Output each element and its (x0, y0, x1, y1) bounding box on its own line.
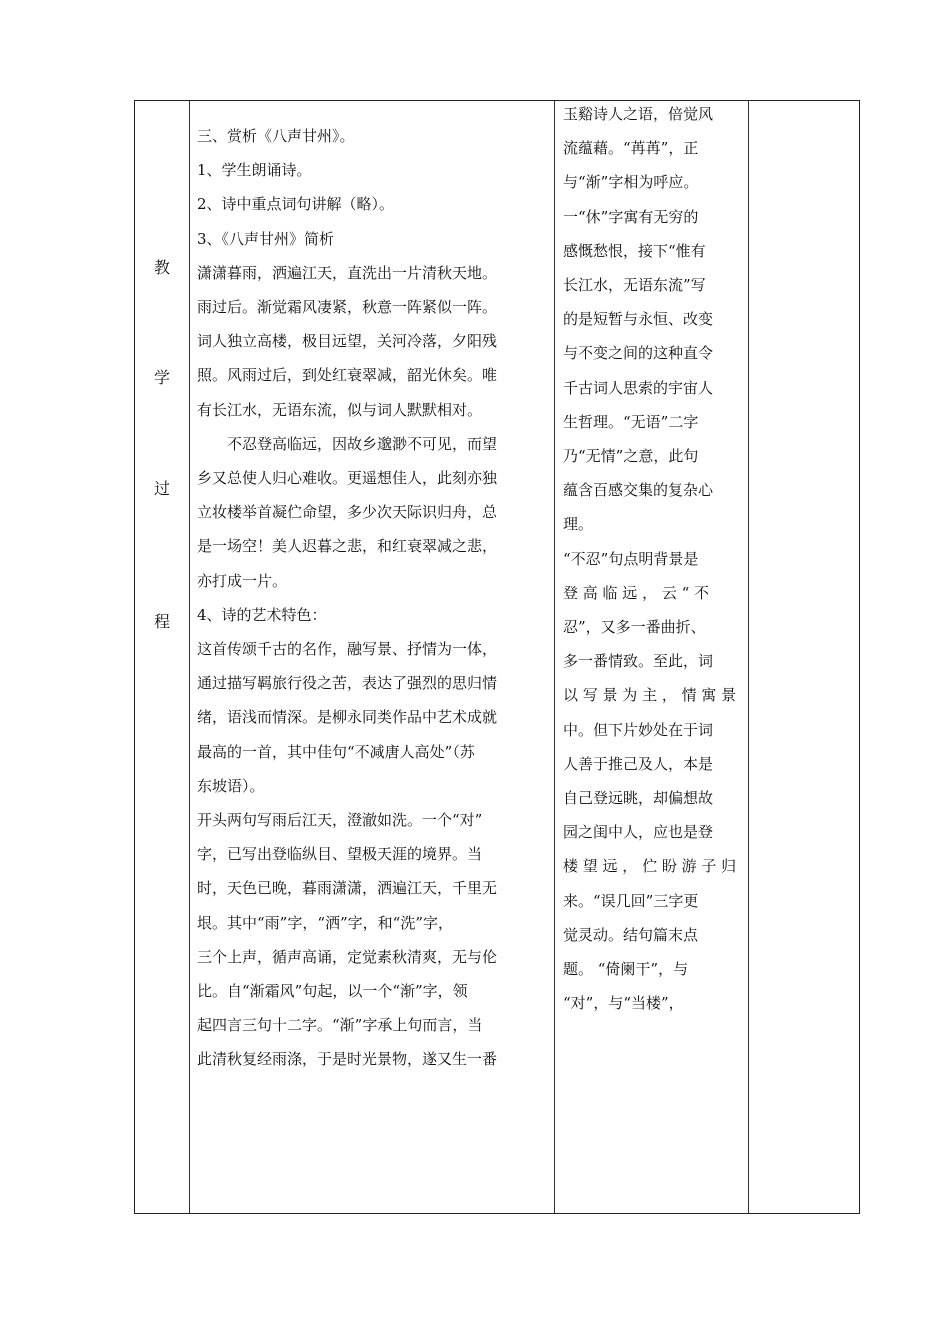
text-line: 起四言三句十二字。“渐”字承上句而言，当 (197, 1016, 483, 1035)
note-line: 长江水，无语东流”写 (563, 276, 706, 295)
note-line: 理。 (563, 515, 594, 534)
column-divider (554, 101, 555, 1213)
text-line: 通过描写羁旅行役之苦，表达了强烈的思归情 (197, 674, 498, 693)
annotation-column (563, 97, 743, 1020)
note-line: 玉谿诗人之语，倍觉风 (563, 105, 714, 123)
text-line: 潇潇暮雨，洒遍江天，直洗出一片清秋天地。 (197, 263, 498, 282)
text-line: 东坡语）。 (197, 776, 265, 795)
text-line: 4、诗的艺术特色： (197, 605, 327, 624)
note-line: 人善于推己及人，本是 (563, 754, 714, 773)
note-line: “对”，与“当楼”， (563, 994, 684, 1013)
label-char: 过 (153, 479, 170, 498)
note-line: 觉灵动。结句篇末点 (563, 925, 699, 944)
note-line: 的是短暂与永恒、改变 (563, 310, 714, 329)
note-line: “不忍”句点明背景是 (563, 549, 699, 568)
column-divider (748, 101, 749, 1213)
note-line: 乃“无情”之意，此句 (563, 447, 699, 466)
text-line: 雨过后。渐觉霜风凄紧，秋意一阵紧似一阵。 (197, 298, 498, 317)
note-line: 来。“误几回”三字更 (563, 891, 699, 910)
text-line: 字，已写出登临纵目、望极天涯的境界。当 (197, 845, 483, 864)
text-line: 亦打成一片。 (197, 571, 288, 590)
text-line: 绪，语浅而情深。是柳永同类作品中艺术成就 (197, 708, 498, 727)
note-line: 与“渐”字相为呼应。 (563, 173, 699, 192)
text-line: 1、学生朗诵诗。 (197, 161, 312, 180)
text-line: 三、赏析《八声甘州》。 (197, 127, 355, 145)
note-line: 与不变之间的这种直令 (563, 344, 714, 363)
text-line: 比。自“渐霜风”句起，以一个“渐”字，领 (197, 982, 468, 1001)
note-line: 感慨愁恨，接下“惟有 (563, 241, 706, 260)
note-line: 蕴含百感交集的复杂心 (563, 481, 714, 500)
text-line: 立妆楼举首凝伫命望，多少次天际识归舟，总 (197, 503, 498, 522)
note-line: 一“休”字寓有无穷的 (563, 207, 699, 226)
label-char: 学 (153, 368, 170, 387)
lesson-content (197, 119, 547, 1077)
text-line: 三个上声，循声高诵，定觉素秋清爽，无与伦 (197, 947, 498, 966)
note-line: 登 高 临 远 ， 云 “ 不 (563, 583, 710, 602)
note-line: 千古词人思索的宇宙人 (563, 378, 714, 397)
text-line: 词人独立高楼，极目远望，关河冷落，夕阳残 (197, 332, 498, 351)
label-char: 程 (153, 612, 170, 631)
note-line: 楼 望 远 ， 伫 盼 游 子 归 (563, 857, 737, 876)
label-char: 教 (153, 258, 170, 277)
note-line: 以 写 景 为 主 ， 情 寓 景 (563, 686, 737, 705)
text-line: 这首传颂千古的名作，融写景、抒情为一体， (197, 640, 498, 659)
column-divider (189, 101, 190, 1213)
note-line: 忍”，又多一番曲折、 (563, 618, 706, 637)
text-line: 时，天色已晚，暮雨潇潇，洒遍江天，千里无 (197, 879, 498, 898)
text-line: 照。风雨过后，到处红衰翠减，韶光休矣。唯 (197, 366, 498, 385)
note-line: 自己登远眺，却偏想故 (563, 789, 714, 808)
text-line: 是一场空！美人迟暮之悲，和红衰翠减之悲， (197, 537, 498, 556)
note-line: 题。 “倚阑干”，与 (563, 960, 689, 979)
text-line: 乡又总使人归心难收。更遥想佳人，此刻亦独 (197, 469, 498, 488)
note-line: 多一番情致。至此，词 (563, 652, 714, 671)
note-line: 生哲理。“无语”二字 (563, 412, 699, 431)
note-line: 园之闺中人，应也是登 (563, 823, 714, 842)
section-label (135, 101, 189, 1213)
text-line: 开头两句写雨后江天，澄澈如洗。一个“对” (197, 811, 483, 830)
text-line: 垠。其中“雨”字，“洒”字，和“洗”字， (197, 913, 454, 932)
text-line: 最高的一首，其中佳句“不减唐人高处”（苏 (197, 742, 475, 761)
text-line: 2、诗中重点词句讲解（略）。 (197, 195, 395, 214)
text-line: 不忍登高临远，因故乡邈渺不可见，而望 (227, 434, 498, 453)
text-line: 有长江水，无语东流，似与词人默默相对。 (197, 400, 483, 419)
note-line: 流蕴藉。“苒苒”，正 (563, 139, 699, 158)
text-line: 此清秋复经雨涤，于是时光景物，遂又生一番 (197, 1050, 498, 1069)
note-line: 中。但下片妙处在于词 (563, 720, 714, 739)
text-line: 3、《八声甘州》简析 (197, 229, 335, 248)
lesson-table (134, 100, 860, 1214)
